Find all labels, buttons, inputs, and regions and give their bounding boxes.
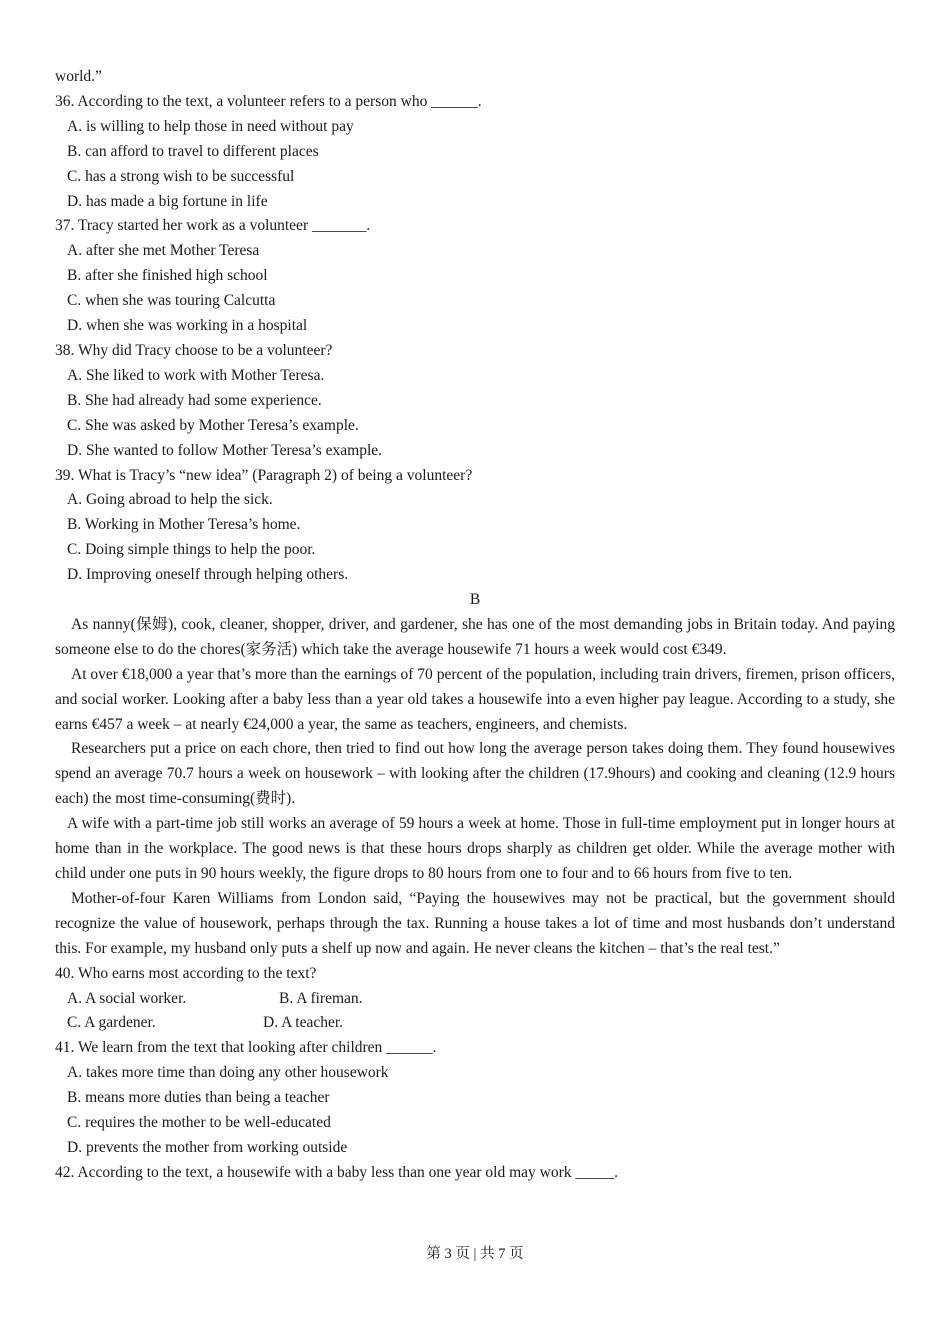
passage-paragraph-4: A wife with a part-time job still works an average of 59 hours a week at home. Those in full-time employment put in longer hours at home than in the workplace. The good news is that these hours drops sharply as children get older. While the average mother with child under one puts in 90 hours weekly, the figure drops to 80 hours from one to four and to 66 hours from five to ten. bbox=[55, 815, 895, 882]
passage-paragraph-5: Mother-of-four Karen Williams from London said, “Paying the housewives may not be practical, but the government should recognize the value of housework, perhaps through the tax. Running a house takes a lot of time and most husbands don’t understand this. For example, my husband only puts a shelf up now and again. He never cleans the kitchen – that’s the real test.” bbox=[55, 889, 895, 957]
q36-option-a: A. is willing to help those in need without pay bbox=[67, 117, 354, 135]
passage-paragraph-1: As nanny(保姆), cook, cleaner, shopper, driver, and gardener, she has one of the most demanding jobs in Britain today. And paying someone else to do the chores(家务活) which take the average housewife 71 hours a week would cost €349. bbox=[55, 615, 895, 658]
q40-options-row-2 bbox=[55, 1011, 895, 1036]
q37-option-b: B. after she finished high school bbox=[67, 267, 268, 285]
question-41-stem: 41. We learn from the text that looking after children ______. bbox=[55, 1039, 437, 1057]
question-36-stem: 36. According to the text, a volunteer refers to a person who ______. bbox=[55, 92, 482, 110]
q39-option-d: D. Improving oneself through helping others. bbox=[67, 566, 349, 584]
q39-option-a: A. Going abroad to help the sick. bbox=[67, 491, 273, 509]
q40-options-row-1 bbox=[55, 987, 895, 1012]
question-39-stem: 39. What is Tracy’s “new idea” (Paragraph 2) of being a volunteer? bbox=[55, 466, 473, 484]
q36-option-b: B. can afford to travel to different places bbox=[67, 142, 319, 160]
q41-option-b: B. means more duties than being a teacher bbox=[67, 1089, 330, 1107]
question-37-stem: 37. Tracy started her work as a volunteer _______. bbox=[55, 217, 371, 235]
q41-option-a: A. takes more time than doing any other housework bbox=[67, 1064, 389, 1082]
question-38-stem: 38. Why did Tracy choose to be a volunteer? bbox=[55, 341, 333, 359]
q40-option-c: C. A gardener. bbox=[67, 1014, 156, 1032]
q38-option-a: A. She liked to work with Mother Teresa. bbox=[67, 366, 325, 384]
q40-option-d: D. A teacher. bbox=[263, 1014, 344, 1032]
q37-option-a: A. after she met Mother Teresa bbox=[67, 242, 260, 260]
q41-option-d: D. prevents the mother from working outside bbox=[67, 1138, 348, 1156]
q36-option-c: C. has a strong wish to be successful bbox=[67, 167, 295, 185]
q37-option-d: D. when she was working in a hospital bbox=[67, 317, 308, 335]
passage-paragraph-2: At over €18,000 a year that’s more than the earnings of 70 percent of the population, including train drivers, firemen, prison officers, and social worker. Looking after a baby less than a year old takes a housewife into a even higher pay league. According to a study, she earns €457 a week – at nearly €24,000 a year, the same as teachers, engineers, and chemists. bbox=[55, 665, 895, 733]
passage-paragraph-3: Researchers put a price on each chore, then tried to find out how long the average person takes doing them. They found housewives spend an average 70.7 hours a week on housework – with looking after the children (17.9hours) and cooking and cleaning (12.9 hours each) the most time-consuming(费时). bbox=[55, 740, 895, 808]
question-42-stem: 42. According to the text, a housewife with a baby less than one year old may work _____. bbox=[55, 1163, 619, 1181]
section-heading: B bbox=[469, 591, 481, 609]
q40-option-a: A. A social worker. bbox=[67, 989, 187, 1007]
question-40-stem: 40. Who earns most according to the text? bbox=[55, 964, 317, 982]
q39-option-c: C. Doing simple things to help the poor. bbox=[67, 541, 316, 559]
q38-option-d: D. She wanted to follow Mother Teresa’s example. bbox=[67, 441, 383, 459]
q38-option-b: B. She had already had some experience. bbox=[67, 391, 322, 409]
q36-option-d: D. has made a big fortune in life bbox=[67, 192, 268, 210]
q41-option-c: C. requires the mother to be well-educated bbox=[67, 1114, 331, 1132]
q38-option-c: C. She was asked by Mother Teresa’s example. bbox=[67, 416, 359, 434]
page-footer: 第 3 页 | 共 7 页 bbox=[426, 1246, 524, 1262]
q40-option-b: B. A fireman. bbox=[279, 989, 363, 1007]
q37-option-c: C. when she was touring Calcutta bbox=[67, 292, 276, 310]
continued-text: world.” bbox=[55, 68, 102, 85]
q39-option-b: B. Working in Mother Teresa’s home. bbox=[67, 516, 301, 534]
exam-page bbox=[55, 65, 895, 1186]
